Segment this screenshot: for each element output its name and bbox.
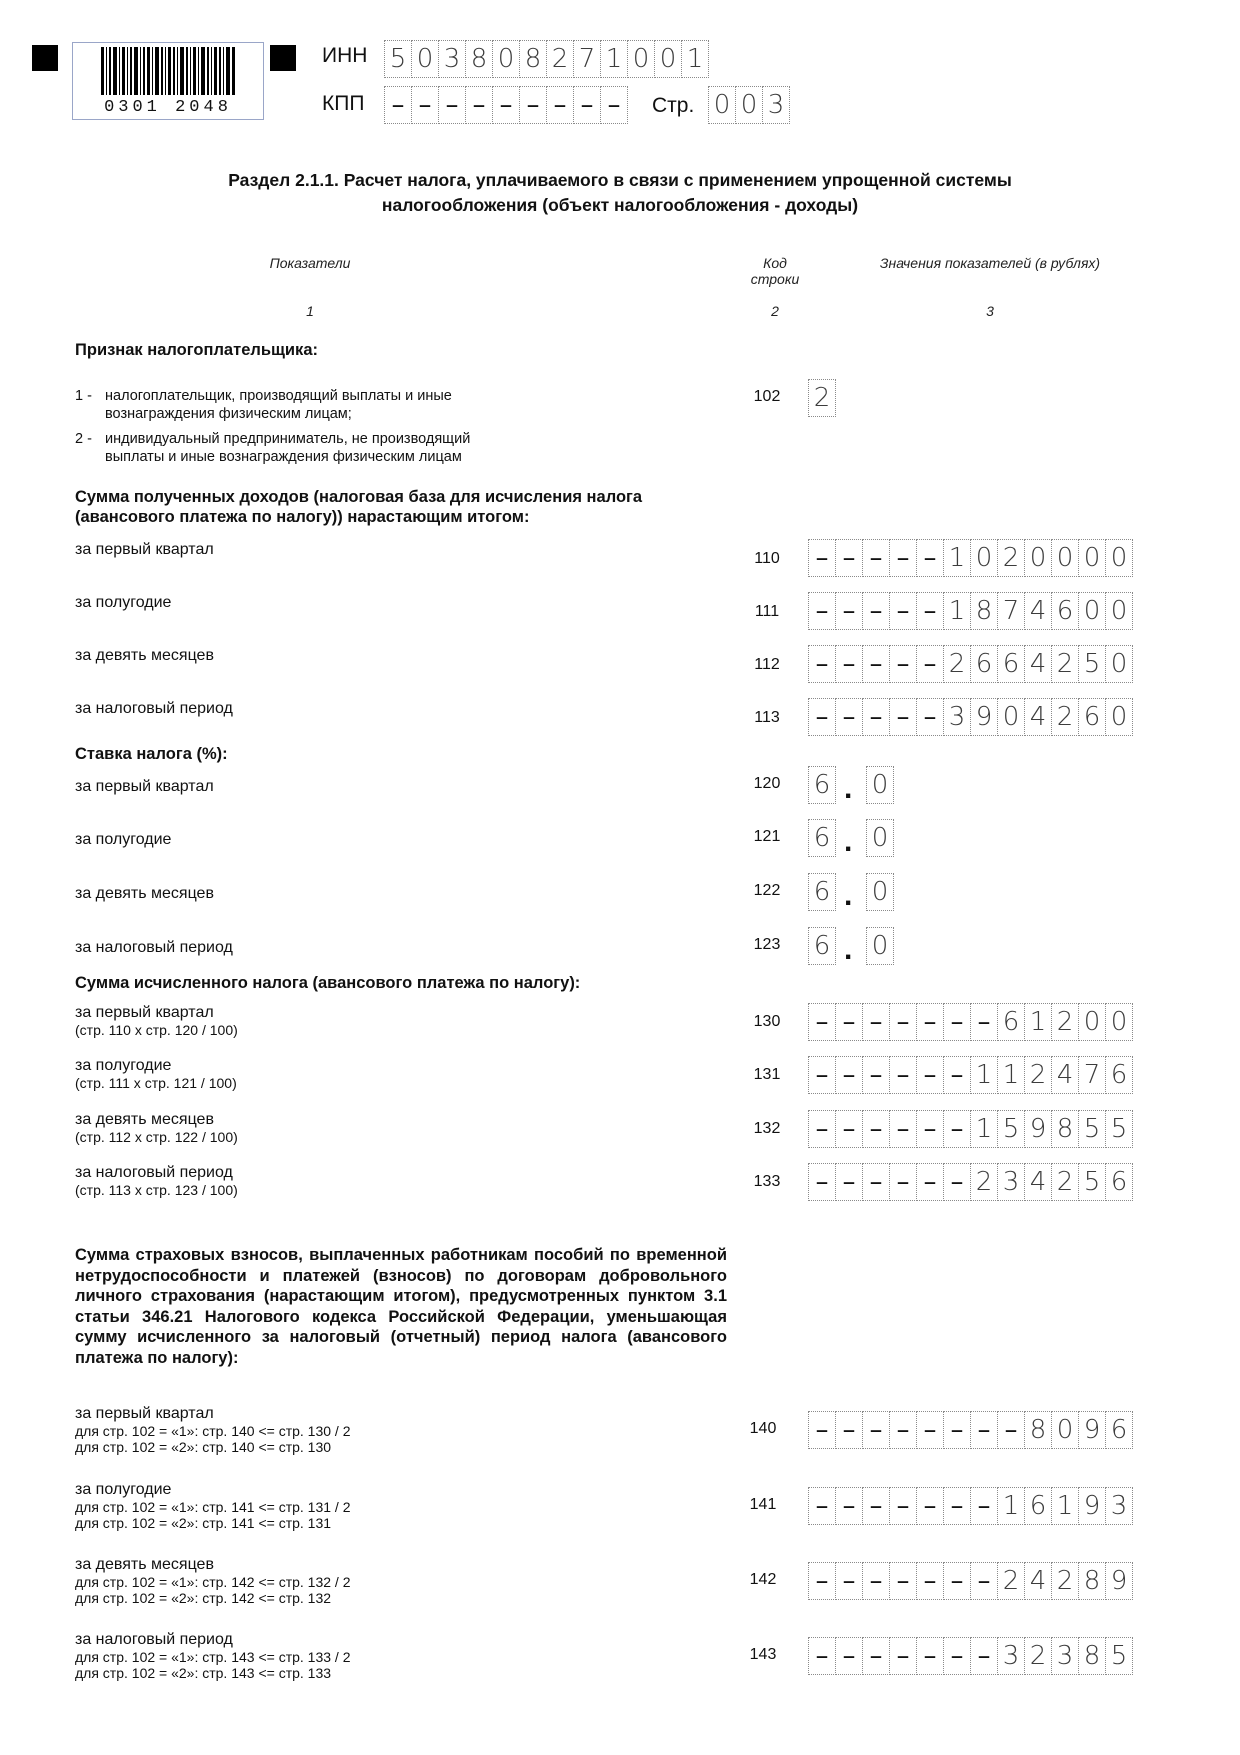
digit-cell: – [835, 645, 863, 683]
row-label-condition: для стр. 102 = «1»: стр. 142 <= стр. 132 / 2 [75, 1574, 351, 1590]
digit-cell: – [943, 1562, 971, 1600]
line-code-122: 122 [753, 882, 781, 899]
line-code-140: 140 [749, 1420, 777, 1437]
income-field-110[interactable] [808, 539, 1132, 577]
line-code-141: 141 [749, 1496, 777, 1513]
digit-cell: 0 [866, 766, 894, 804]
row-label-condition: для стр. 102 = «1»: стр. 143 <= стр. 133 / 2 [75, 1649, 351, 1665]
digit-cell: 0 [1078, 592, 1106, 630]
digit-cell: – [970, 1562, 998, 1600]
income-row-label: за налоговый период [75, 700, 233, 717]
decimal-separator: . [844, 933, 853, 966]
line-code-111: 111 [754, 603, 780, 620]
digit-cell: 0 [866, 819, 894, 857]
digit-cell: 4 [1024, 698, 1052, 736]
income-heading [75, 487, 642, 527]
option-number: 1 - [75, 388, 92, 404]
digit-cell: – [835, 1637, 863, 1675]
rate-frac-field-121[interactable] [866, 819, 893, 857]
digit-cell: – [835, 1562, 863, 1600]
digit-cell: 6 [808, 819, 836, 857]
rate-int-field-121[interactable] [808, 819, 835, 857]
digit-cell: – [808, 1487, 836, 1525]
line-code-112: 112 [754, 656, 780, 673]
digit-cell: – [808, 1411, 836, 1449]
calculated-field-130[interactable] [808, 1003, 1132, 1041]
digit-cell: – [835, 1163, 863, 1201]
insurance-field-140[interactable] [808, 1411, 1132, 1449]
insurance-row-label [75, 1555, 351, 1606]
row-label-main: за полугодие [75, 1057, 172, 1074]
calculated-field-132[interactable] [808, 1110, 1132, 1148]
rate-row-label: за полугодие [75, 831, 172, 848]
row-label-main: за первый квартал [75, 1405, 214, 1422]
row-label-main: за налоговый период [75, 1631, 233, 1648]
income-row-label: за полугодие [75, 594, 172, 611]
digit-cell: – [916, 1562, 944, 1600]
digit-cell: – [943, 1056, 971, 1094]
digit-cell: – [916, 1487, 944, 1525]
column-number-2: 2 [771, 303, 779, 319]
digit-cell: – [916, 1163, 944, 1201]
kpp-label: КПП [322, 92, 365, 115]
digit-cell: 6 [970, 645, 998, 683]
digit-cell: – [808, 1163, 836, 1201]
digit-cell: 0 [627, 40, 655, 78]
digit-cell: 2 [1051, 645, 1079, 683]
line-code-110: 110 [754, 550, 780, 567]
taxpayer-sign-field[interactable] [808, 379, 835, 417]
calculated-row-label [75, 1056, 237, 1091]
line-code-133: 133 [753, 1173, 781, 1190]
rate-int-field-120[interactable] [808, 766, 835, 804]
digit-cell: 1 [997, 1487, 1025, 1525]
line-code-142: 142 [749, 1571, 777, 1588]
registration-marker-left [32, 45, 58, 71]
taxpayer-sign-options [75, 387, 470, 466]
digit-cell: 5 [1105, 1637, 1133, 1675]
digit-cell: 2 [997, 539, 1025, 577]
digit-cell: 0 [654, 40, 682, 78]
digit-cell: – [943, 1110, 971, 1148]
digit-cell: – [573, 86, 601, 124]
calculated-field-133[interactable] [808, 1163, 1132, 1201]
digit-cell: 1 [943, 592, 971, 630]
digit-cell: 6 [1105, 1163, 1133, 1201]
digit-cell: – [862, 1562, 890, 1600]
digit-cell: 0 [1078, 539, 1106, 577]
digit-cell: – [862, 1110, 890, 1148]
digit-cell: 6 [1105, 1411, 1133, 1449]
digit-cell: 2 [1024, 1056, 1052, 1094]
digit-cell: 3 [997, 1163, 1025, 1201]
digit-cell: 7 [1078, 1056, 1106, 1094]
digit-cell: – [916, 592, 944, 630]
digit-cell: 2 [1051, 1562, 1079, 1600]
digit-cell: – [916, 1056, 944, 1094]
digit-cell: 0 [866, 927, 894, 965]
income-field-112[interactable] [808, 645, 1132, 683]
digit-cell: – [835, 1411, 863, 1449]
page-label: Стр. [652, 94, 695, 117]
digit-cell: 6 [1078, 698, 1106, 736]
digit-cell: 5 [1078, 1163, 1106, 1201]
rate-row-label: за девять месяцев [75, 885, 214, 902]
digit-cell: – [889, 1637, 917, 1675]
digit-cell: 2 [997, 1562, 1025, 1600]
income-heading-line1: Сумма полученных доходов (налоговая база для исчисления налога [75, 488, 643, 506]
digit-cell: 7 [573, 40, 601, 78]
digit-cell: – [916, 1110, 944, 1148]
digit-cell: – [835, 539, 863, 577]
digit-cell: – [997, 1411, 1025, 1449]
income-field-111[interactable] [808, 592, 1132, 630]
digit-cell: – [546, 86, 574, 124]
digit-cell: – [808, 1562, 836, 1600]
digit-cell: 4 [1024, 645, 1052, 683]
digit-cell: 4 [1024, 1562, 1052, 1600]
digit-cell: 6 [1024, 1487, 1052, 1525]
digit-cell: 4 [1024, 592, 1052, 630]
digit-cell: – [862, 1056, 890, 1094]
digit-cell: – [970, 1487, 998, 1525]
calculated-heading: Сумма исчисленного налога (авансового платежа по налогу): [75, 974, 581, 992]
option-number: 2 - [75, 431, 92, 447]
digit-cell: – [943, 1163, 971, 1201]
row-label-main: за первый квартал [75, 1004, 214, 1021]
barcode [72, 42, 264, 120]
rate-frac-field-120[interactable] [866, 766, 893, 804]
digit-cell: – [808, 1110, 836, 1148]
barcode-number: 0301 2048 [104, 98, 232, 117]
income-row-label: за первый квартал [75, 541, 214, 558]
column-header-code-line2: строки [750, 271, 800, 287]
digit-cell: 2 [1051, 698, 1079, 736]
insurance-row-label [75, 1480, 351, 1531]
insurance-row-label [75, 1404, 351, 1455]
digit-cell: 4 [1024, 1163, 1052, 1201]
digit-cell: 1 [997, 1056, 1025, 1094]
calculated-row-label [75, 1163, 238, 1198]
digit-cell: – [943, 1637, 971, 1675]
digit-cell: 3 [1051, 1637, 1079, 1675]
digit-cell: – [889, 539, 917, 577]
decimal-separator: . [844, 825, 853, 858]
line-code-130: 130 [753, 1013, 781, 1030]
barcode-icon [101, 47, 235, 95]
digit-cell: – [600, 86, 628, 124]
option-text: вознаграждения физическим лицам; [105, 406, 352, 422]
insurance-row-label [75, 1630, 351, 1681]
digit-cell: – [438, 86, 466, 124]
rate-int-field-122[interactable] [808, 873, 835, 911]
digit-cell: 1 [943, 539, 971, 577]
digit-cell: 9 [1078, 1411, 1106, 1449]
digit-cell: 2 [808, 379, 836, 417]
digit-cell: 5 [384, 40, 412, 78]
page-number-field[interactable] [708, 86, 789, 124]
row-label-formula: (стр. 112 х стр. 122 / 100) [75, 1129, 238, 1145]
digit-cell: 3 [1105, 1487, 1133, 1525]
row-label-condition: для стр. 102 = «1»: стр. 140 <= стр. 130 / 2 [75, 1423, 351, 1439]
digit-cell: 0 [1105, 1003, 1133, 1041]
option-text: налогоплательщик, производящий выплаты и иные [105, 388, 452, 404]
digit-cell: – [970, 1411, 998, 1449]
digit-cell: 0 [492, 40, 520, 78]
digit-cell: 0 [1105, 698, 1133, 736]
option-text: выплаты и иные вознаграждения физическим лицам [105, 449, 462, 465]
line-code-102: 102 [753, 388, 781, 405]
digit-cell: 0 [1024, 539, 1052, 577]
line-code-143: 143 [749, 1646, 777, 1663]
digit-cell: – [862, 1487, 890, 1525]
digit-cell: 9 [1024, 1110, 1052, 1148]
section-title [140, 168, 1100, 218]
line-code-131: 131 [753, 1066, 781, 1083]
digit-cell: – [835, 698, 863, 736]
row-label-condition: для стр. 102 = «2»: стр. 142 <= стр. 132 [75, 1590, 332, 1606]
line-code-121: 121 [753, 828, 781, 845]
digit-cell: 1 [1024, 1003, 1052, 1041]
digit-cell: – [808, 1003, 836, 1041]
digit-cell: – [889, 1110, 917, 1148]
row-label-formula: (стр. 113 х стр. 123 / 100) [75, 1182, 238, 1198]
decimal-separator: . [844, 772, 853, 805]
digit-cell: 8 [1024, 1411, 1052, 1449]
digit-cell: – [916, 1637, 944, 1675]
calculated-row-label [75, 1003, 238, 1038]
digit-cell: – [808, 1637, 836, 1675]
digit-cell: 3 [438, 40, 466, 78]
digit-cell: 0 [866, 873, 894, 911]
digit-cell: – [862, 592, 890, 630]
digit-cell: – [835, 1003, 863, 1041]
decimal-separator: . [844, 879, 853, 912]
digit-cell: – [808, 592, 836, 630]
digit-cell: – [889, 645, 917, 683]
digit-cell: 8 [1078, 1562, 1106, 1600]
digit-cell: – [862, 1637, 890, 1675]
rate-int-field-123[interactable] [808, 927, 835, 965]
digit-cell: 8 [1051, 1110, 1079, 1148]
digit-cell: 0 [997, 698, 1025, 736]
digit-cell: 0 [411, 40, 439, 78]
digit-cell: – [916, 1411, 944, 1449]
digit-cell: – [970, 1003, 998, 1041]
digit-cell: 0 [1105, 592, 1133, 630]
rate-row-label: за первый квартал [75, 778, 214, 795]
line-code-123: 123 [753, 936, 781, 953]
insurance-field-141[interactable] [808, 1487, 1132, 1525]
digit-cell: – [808, 645, 836, 683]
digit-cell: – [835, 1487, 863, 1525]
digit-cell: – [889, 1411, 917, 1449]
digit-cell: – [916, 539, 944, 577]
digit-cell: 3 [943, 698, 971, 736]
digit-cell: 0 [1051, 1411, 1079, 1449]
digit-cell: 6 [1051, 592, 1079, 630]
row-label-formula: (стр. 110 х стр. 120 / 100) [75, 1022, 238, 1038]
row-label-main: за девять месяцев [75, 1556, 214, 1573]
digit-cell: 9 [970, 698, 998, 736]
digit-cell: – [943, 1487, 971, 1525]
digit-cell: – [862, 1163, 890, 1201]
digit-cell: 2 [546, 40, 574, 78]
income-field-113[interactable] [808, 698, 1132, 736]
digit-cell: 6 [997, 1003, 1025, 1041]
rate-frac-field-123[interactable] [866, 927, 893, 965]
digit-cell: 2 [1024, 1637, 1052, 1675]
row-label-condition: для стр. 102 = «2»: стр. 143 <= стр. 133 [75, 1665, 332, 1681]
column-header-indicators: Показатели [269, 255, 351, 271]
insurance-field-143[interactable] [808, 1637, 1132, 1675]
digit-cell: – [835, 1056, 863, 1094]
column-header-code-line1: Код [763, 255, 787, 271]
digit-cell: – [889, 1562, 917, 1600]
insurance-field-142[interactable] [808, 1562, 1132, 1600]
digit-cell: 2 [1051, 1163, 1079, 1201]
rate-row-label: за налоговый период [75, 939, 233, 956]
row-label-condition: для стр. 102 = «2»: стр. 140 <= стр. 130 [75, 1439, 332, 1455]
digit-cell: – [889, 1163, 917, 1201]
option-text: индивидуальный предприниматель, не производящий [105, 431, 471, 447]
digit-cell: – [862, 698, 890, 736]
row-label-main: за полугодие [75, 1481, 172, 1498]
digit-cell: 7 [997, 592, 1025, 630]
digit-cell: – [835, 592, 863, 630]
calculated-field-131[interactable] [808, 1056, 1132, 1094]
registration-marker-right [270, 45, 296, 71]
digit-cell: – [465, 86, 493, 124]
digit-cell: – [889, 698, 917, 736]
taxpayer-option-2 [75, 430, 470, 466]
digit-cell: 8 [970, 592, 998, 630]
insurance-heading: Сумма страховых взносов, выплаченных работникам пособий по временной нетрудоспособности и платежей (взносов) по договорам добровольного личного страхования (нарастающим итогом), предусмотренных пунктом 3.1 статьи 346.21 Налогового кодекса Российской Федерации, уменьшающая сумму исчисленного за налоговый (отчетный) период налога (авансового платежа по налогу): [75, 1246, 727, 1367]
digit-cell: 9 [1078, 1487, 1106, 1525]
digit-cell: 2 [943, 645, 971, 683]
digit-cell: 6 [997, 645, 1025, 683]
digit-cell: 1 [1051, 1487, 1079, 1525]
row-label-main: за налоговый период [75, 1164, 233, 1181]
digit-cell: 1 [681, 40, 709, 78]
digit-cell: – [943, 1003, 971, 1041]
digit-cell: 3 [762, 86, 790, 124]
digit-cell: 1 [600, 40, 628, 78]
digit-cell: 5 [997, 1110, 1025, 1148]
digit-cell: 8 [519, 40, 547, 78]
kpp-field[interactable] [384, 86, 627, 124]
digit-cell: – [411, 86, 439, 124]
digit-cell: – [916, 645, 944, 683]
income-heading-line2: (авансового платежа по налогу)) нарастающим итогом: [75, 508, 530, 526]
digit-cell: – [889, 1003, 917, 1041]
digit-cell: – [970, 1637, 998, 1675]
digit-cell: 0 [1051, 539, 1079, 577]
digit-cell: 0 [1105, 539, 1133, 577]
digit-cell: 1 [970, 1110, 998, 1148]
digit-cell: – [943, 1411, 971, 1449]
row-label-formula: (стр. 111 х стр. 121 / 100) [75, 1075, 237, 1091]
column-header-values: Значения показателей (в рублях) [879, 255, 1101, 271]
digit-cell: 2 [970, 1163, 998, 1201]
digit-cell: 3 [997, 1637, 1025, 1675]
row-label-main: за девять месяцев [75, 1111, 214, 1128]
taxpayer-sign-heading: Признак налогоплательщика: [75, 341, 318, 359]
digit-cell: 6 [808, 873, 836, 911]
line-code-113: 113 [754, 709, 780, 726]
digit-cell: – [492, 86, 520, 124]
digit-cell: 0 [970, 539, 998, 577]
digit-cell: – [889, 592, 917, 630]
section-title-line2: налогообложения (объект налогообложения - доходы) [381, 195, 859, 215]
digit-cell: 6 [808, 766, 836, 804]
digit-cell: – [835, 1110, 863, 1148]
digit-cell: – [519, 86, 547, 124]
column-number-1: 1 [306, 303, 314, 319]
digit-cell: – [808, 539, 836, 577]
digit-cell: 8 [465, 40, 493, 78]
digit-cell: 5 [1078, 1110, 1106, 1148]
digit-cell: – [808, 1056, 836, 1094]
digit-cell: 0 [708, 86, 736, 124]
digit-cell: 0 [1105, 645, 1133, 683]
digit-cell: 2 [1051, 1003, 1079, 1041]
row-label-condition: для стр. 102 = «1»: стр. 141 <= стр. 131 / 2 [75, 1499, 351, 1515]
digit-cell: 9 [1105, 1562, 1133, 1600]
rate-frac-field-122[interactable] [866, 873, 893, 911]
digit-cell: 0 [735, 86, 763, 124]
digit-cell: – [384, 86, 412, 124]
digit-cell: – [889, 1056, 917, 1094]
digit-cell: 5 [1078, 645, 1106, 683]
calculated-row-label [75, 1110, 238, 1145]
row-label-condition: для стр. 102 = «2»: стр. 141 <= стр. 131 [75, 1515, 332, 1531]
line-code-132: 132 [753, 1120, 781, 1137]
digit-cell: – [889, 1487, 917, 1525]
digit-cell: – [808, 698, 836, 736]
inn-label: ИНН [322, 44, 368, 67]
digit-cell: – [862, 645, 890, 683]
digit-cell: 8 [1078, 1637, 1106, 1675]
digit-cell: 5 [1105, 1110, 1133, 1148]
income-row-label: за девять месяцев [75, 647, 214, 664]
digit-cell: – [862, 539, 890, 577]
digit-cell: – [862, 1003, 890, 1041]
digit-cell: 6 [808, 927, 836, 965]
column-header-code [735, 255, 815, 287]
column-number-3: 3 [986, 303, 994, 319]
digit-cell: – [862, 1411, 890, 1449]
digit-cell: – [916, 1003, 944, 1041]
digit-cell: 4 [1051, 1056, 1079, 1094]
rate-heading: Ставка налога (%): [75, 745, 228, 763]
digit-cell: 1 [970, 1056, 998, 1094]
digit-cell: 0 [1078, 1003, 1106, 1041]
inn-field[interactable] [384, 40, 708, 78]
taxpayer-option-1 [75, 387, 470, 423]
section-title-line1: Раздел 2.1.1. Расчет налога, уплачиваемого в связи с применением упрощенной системы [228, 170, 1012, 190]
digit-cell: 6 [1105, 1056, 1133, 1094]
line-code-120: 120 [753, 775, 781, 792]
digit-cell: – [916, 698, 944, 736]
